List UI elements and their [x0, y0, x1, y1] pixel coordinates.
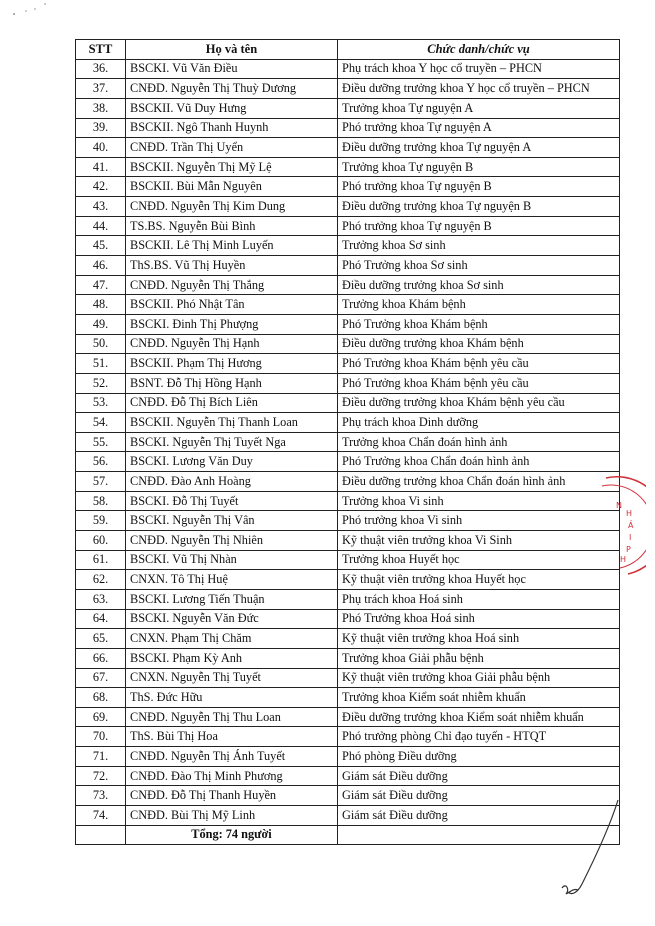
- table-row: [76, 275, 620, 295]
- row-name-cell: CNĐD. Đỗ Thị Thanh Huyền: [126, 786, 338, 806]
- row-stt-cell: 58.: [76, 491, 126, 511]
- table-row: [76, 747, 620, 767]
- table-body: [76, 59, 620, 825]
- row-position-cell: Phụ trách khoa Hoá sinh: [338, 589, 620, 609]
- row-name-cell: BSCKII. Phó Nhật Tân: [126, 295, 338, 315]
- row-name-cell: CNXN. Tô Thị Huệ: [126, 570, 338, 590]
- table-row: [76, 648, 620, 668]
- row-stt-cell: 56.: [76, 452, 126, 472]
- row-name-cell: ThS.BS. Vũ Thị Huyền: [126, 256, 338, 276]
- row-stt-cell: 38.: [76, 98, 126, 118]
- row-position-cell: Điều dưỡng trưởng khoa Tự nguyện A: [338, 138, 620, 158]
- row-position-cell: Phó Trưởng khoa Khám bệnh yêu cầu: [338, 373, 620, 393]
- table-row: [76, 570, 620, 590]
- row-name-cell: CNĐD. Nguyễn Thị Ánh Tuyết: [126, 747, 338, 767]
- header-position: Chức danh/chức vụ: [338, 40, 620, 60]
- row-position-cell: Giám sát Điều dưỡng: [338, 805, 620, 825]
- total-label: Tổng: 74 người: [126, 825, 338, 845]
- staff-table: [75, 39, 620, 845]
- row-position-cell: Phụ trách khoa Dinh dưỡng: [338, 413, 620, 433]
- table-row: [76, 707, 620, 727]
- row-position-cell: Kỹ thuật viên trưởng khoa Vi Sinh: [338, 531, 620, 551]
- row-stt-cell: 68.: [76, 688, 126, 708]
- svg-text:I: I: [629, 533, 632, 542]
- row-stt-cell: 50.: [76, 334, 126, 354]
- row-position-cell: Trưởng khoa Vi sinh: [338, 491, 620, 511]
- row-name-cell: CNXN. Phạm Thị Chăm: [126, 629, 338, 649]
- row-stt-cell: 55.: [76, 432, 126, 452]
- svg-text:H: H: [620, 555, 627, 564]
- row-stt-cell: 70.: [76, 727, 126, 747]
- table-row: [76, 491, 620, 511]
- table-row: [76, 138, 620, 158]
- table-row: [76, 432, 620, 452]
- row-position-cell: Kỹ thuật viên trưởng khoa Huyết học: [338, 570, 620, 590]
- table-row: [76, 118, 620, 138]
- row-stt-cell: 54.: [76, 413, 126, 433]
- row-position-cell: Phó Trưởng khoa Khám bệnh yêu cầu: [338, 354, 620, 374]
- row-name-cell: CNXN. Nguyễn Thị Tuyết: [126, 668, 338, 688]
- row-name-cell: BSCKI. Lương Tiến Thuận: [126, 589, 338, 609]
- table-row: [76, 805, 620, 825]
- row-position-cell: Trưởng khoa Tự nguyện A: [338, 98, 620, 118]
- row-stt-cell: 42.: [76, 177, 126, 197]
- row-position-cell: Điều dưỡng trưởng khoa Tự nguyện B: [338, 197, 620, 217]
- table-row: [76, 531, 620, 551]
- row-position-cell: Điều dưỡng trưởng khoa Khám bệnh yêu cầu: [338, 393, 620, 413]
- row-position-cell: Phó Trưởng khoa Chẩn đoán hình ảnh: [338, 452, 620, 472]
- row-position-cell: Trưởng khoa Giải phẫu bệnh: [338, 648, 620, 668]
- svg-text:H: H: [626, 509, 633, 518]
- row-name-cell: CNĐD. Nguyễn Thị Kim Dung: [126, 197, 338, 217]
- row-position-cell: Phó trưởng khoa Vi sinh: [338, 511, 620, 531]
- row-position-cell: Điều dưỡng trưởng khoa Sơ sinh: [338, 275, 620, 295]
- table-row: [76, 413, 620, 433]
- row-name-cell: BSCKI. Nguyễn Văn Đức: [126, 609, 338, 629]
- row-position-cell: Phó phòng Điều dưỡng: [338, 747, 620, 767]
- row-name-cell: CNĐD. Nguyễn Thị Thuỳ Dương: [126, 79, 338, 99]
- row-name-cell: CNĐD. Trần Thị Uyển: [126, 138, 338, 158]
- row-stt-cell: 39.: [76, 118, 126, 138]
- row-position-cell: Trưởng khoa Chẩn đoán hình ảnh: [338, 432, 620, 452]
- row-name-cell: BSCKII. Ngô Thanh Huynh: [126, 118, 338, 138]
- row-stt-cell: 36.: [76, 59, 126, 79]
- table-row: [76, 727, 620, 747]
- row-position-cell: Phó Trưởng khoa Khám bệnh: [338, 314, 620, 334]
- row-name-cell: BSCKII. Lê Thị Minh Luyến: [126, 236, 338, 256]
- row-name-cell: BSCKI. Phạm Kỳ Anh: [126, 648, 338, 668]
- table-row: [76, 668, 620, 688]
- table-row: [76, 373, 620, 393]
- table-row: [76, 472, 620, 492]
- table-row: [76, 629, 620, 649]
- table-row: [76, 216, 620, 236]
- row-name-cell: CNĐD. Đào Anh Hoàng: [126, 472, 338, 492]
- row-stt-cell: 45.: [76, 236, 126, 256]
- table-row: [76, 334, 620, 354]
- header-name: Họ và tên: [126, 40, 338, 60]
- row-position-cell: Phó Trưởng khoa Hoá sinh: [338, 609, 620, 629]
- table-row: [76, 688, 620, 708]
- table-row: [76, 786, 620, 806]
- svg-text:P: P: [626, 545, 631, 554]
- row-stt-cell: 44.: [76, 216, 126, 236]
- row-stt-cell: 72.: [76, 766, 126, 786]
- row-stt-cell: 69.: [76, 707, 126, 727]
- svg-text:N: N: [616, 501, 622, 510]
- row-position-cell: Phó Trưởng khoa Sơ sinh: [338, 256, 620, 276]
- row-name-cell: BSCKII. Vũ Duy Hưng: [126, 98, 338, 118]
- red-seal-stamp: [586, 470, 646, 580]
- row-name-cell: BSCKI. Vũ Văn Điều: [126, 59, 338, 79]
- row-position-cell: Phó trưởng khoa Tự nguyện B: [338, 177, 620, 197]
- row-name-cell: CNĐD. Nguyễn Thị Thu Loan: [126, 707, 338, 727]
- row-position-cell: Phó trưởng khoa Tự nguyện B: [338, 216, 620, 236]
- row-name-cell: BSCKII. Bùi Mẫn Nguyên: [126, 177, 338, 197]
- row-position-cell: Điều dưỡng trưởng khoa Chẩn đoán hình ảnh: [338, 472, 620, 492]
- row-stt-cell: 43.: [76, 197, 126, 217]
- row-position-cell: Giám sát Điều dưỡng: [338, 766, 620, 786]
- row-position-cell: Phó trưởng phòng Chỉ đạo tuyến - HTQT: [338, 727, 620, 747]
- svg-text:Ả: Ả: [628, 521, 634, 530]
- row-stt-cell: 48.: [76, 295, 126, 315]
- row-stt-cell: 53.: [76, 393, 126, 413]
- row-stt-cell: 51.: [76, 354, 126, 374]
- row-position-cell: Điều dưỡng trưởng khoa Khám bệnh: [338, 334, 620, 354]
- row-stt-cell: 37.: [76, 79, 126, 99]
- table-row: [76, 609, 620, 629]
- row-name-cell: ThS. Bùi Thị Hoa: [126, 727, 338, 747]
- table-row: [76, 550, 620, 570]
- row-stt-cell: 64.: [76, 609, 126, 629]
- table-row: [76, 256, 620, 276]
- table-row: [76, 236, 620, 256]
- total-row: [76, 825, 620, 845]
- row-position-cell: Kỹ thuật viên trưởng khoa Hoá sinh: [338, 629, 620, 649]
- row-name-cell: CNĐD. Nguyễn Thị Hạnh: [126, 334, 338, 354]
- row-stt-cell: 60.: [76, 531, 126, 551]
- row-stt-cell: 67.: [76, 668, 126, 688]
- table-row: [76, 393, 620, 413]
- row-name-cell: CNĐD. Nguyễn Thị Nhiên: [126, 531, 338, 551]
- handwritten-signature: [548, 796, 628, 906]
- table-row: [76, 314, 620, 334]
- row-position-cell: Trưởng khoa Kiểm soát nhiễm khuẩn: [338, 688, 620, 708]
- table-row: [76, 511, 620, 531]
- row-stt-cell: 41.: [76, 157, 126, 177]
- row-position-cell: Trưởng khoa Khám bệnh: [338, 295, 620, 315]
- header-stt: STT: [76, 40, 126, 60]
- row-stt-cell: 40.: [76, 138, 126, 158]
- row-position-cell: Giám sát Điều dưỡng: [338, 786, 620, 806]
- row-name-cell: BSCKII. Phạm Thị Hương: [126, 354, 338, 374]
- table-header-row: [76, 40, 620, 60]
- table-row: [76, 295, 620, 315]
- row-name-cell: BSCKI. Vũ Thị Nhàn: [126, 550, 338, 570]
- row-stt-cell: 61.: [76, 550, 126, 570]
- total-stt-cell: [76, 825, 126, 845]
- row-name-cell: ThS. Đức Hữu: [126, 688, 338, 708]
- table-row: [76, 452, 620, 472]
- row-name-cell: BSNT. Đỗ Thị Hồng Hạnh: [126, 373, 338, 393]
- row-stt-cell: 63.: [76, 589, 126, 609]
- table-row: [76, 354, 620, 374]
- row-name-cell: CNĐD. Nguyễn Thị Thắng: [126, 275, 338, 295]
- table-row: [76, 79, 620, 99]
- row-stt-cell: 73.: [76, 786, 126, 806]
- row-position-cell: Phó trưởng khoa Tự nguyện A: [338, 118, 620, 138]
- row-stt-cell: 46.: [76, 256, 126, 276]
- row-stt-cell: 62.: [76, 570, 126, 590]
- row-stt-cell: 74.: [76, 805, 126, 825]
- row-name-cell: BSCKI. Nguyễn Thị Vân: [126, 511, 338, 531]
- row-position-cell: Kỹ thuật viên trưởng khoa Giải phẫu bệnh: [338, 668, 620, 688]
- row-stt-cell: 71.: [76, 747, 126, 767]
- row-name-cell: CNĐD. Đỗ Thị Bích Liên: [126, 393, 338, 413]
- table-row: [76, 766, 620, 786]
- row-name-cell: BSCKI. Lương Văn Duy: [126, 452, 338, 472]
- row-name-cell: CNĐD. Đào Thị Minh Phương: [126, 766, 338, 786]
- table-row: [76, 589, 620, 609]
- table-row: [76, 177, 620, 197]
- row-position-cell: Trưởng khoa Sơ sinh: [338, 236, 620, 256]
- row-position-cell: Trưởng khoa Tự nguyện B: [338, 157, 620, 177]
- row-position-cell: Điều dưỡng trưởng khoa Kiểm soát nhiễm khuẩn: [338, 707, 620, 727]
- table-row: [76, 98, 620, 118]
- row-stt-cell: 65.: [76, 629, 126, 649]
- row-stt-cell: 59.: [76, 511, 126, 531]
- row-stt-cell: 66.: [76, 648, 126, 668]
- row-name-cell: TS.BS. Nguyễn Bùi Bình: [126, 216, 338, 236]
- row-name-cell: BSCKI. Nguyễn Thị Tuyết Nga: [126, 432, 338, 452]
- row-position-cell: Trưởng khoa Huyết học: [338, 550, 620, 570]
- table-row: [76, 197, 620, 217]
- scan-speck-marks: [0, 0, 60, 30]
- row-name-cell: BSCKI. Đinh Thị Phượng: [126, 314, 338, 334]
- row-stt-cell: 47.: [76, 275, 126, 295]
- table-row: [76, 157, 620, 177]
- row-position-cell: Điều dưỡng trưởng khoa Y học cổ truyền – PHCN: [338, 79, 620, 99]
- row-name-cell: BSCKII. Nguyễn Thị Mỹ Lệ: [126, 157, 338, 177]
- row-name-cell: BSCKII. Nguyễn Thị Thanh Loan: [126, 413, 338, 433]
- row-stt-cell: 57.: [76, 472, 126, 492]
- row-name-cell: BSCKI. Đỗ Thị Tuyết: [126, 491, 338, 511]
- table-row: [76, 59, 620, 79]
- row-stt-cell: 52.: [76, 373, 126, 393]
- row-name-cell: CNĐD. Bùi Thị Mỹ Linh: [126, 805, 338, 825]
- row-stt-cell: 49.: [76, 314, 126, 334]
- row-position-cell: Phụ trách khoa Y học cổ truyền – PHCN: [338, 59, 620, 79]
